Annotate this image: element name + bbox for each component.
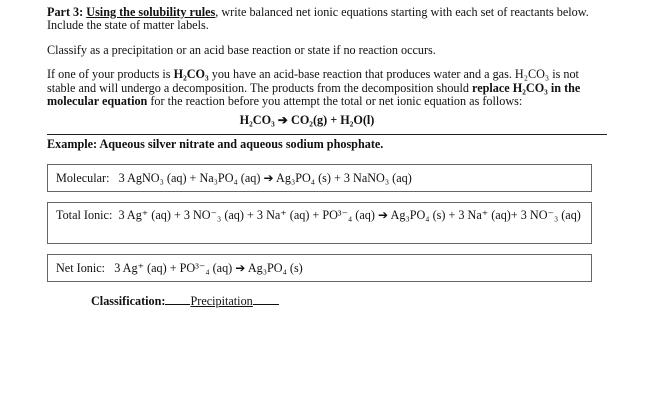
molecular-equation: 3 AgNO₃ (aq) + Na₃PO₄ (aq) ➔ Ag₃PO₄ (s) + 3 NaNO₃ (aq) <box>118 171 412 186</box>
example-heading: Example: Aqueous silver nitrate and aqueous sodium phosphate. <box>47 136 384 151</box>
carbonic-acid-note <box>47 68 607 108</box>
total-ionic-equation: 3 Ag⁺ (aq) + 3 NO⁻₃ (aq) + 3 Na⁺ (aq) + PO³⁻₄ (aq) ➔ Ag₃PO₄ (s) + 3 Na⁺ (aq)+ 3 NO⁻₃ (aq) <box>118 208 581 223</box>
carbonic-text-3: for the reaction before you attempt the total or net ionic equation as follows: <box>147 94 523 109</box>
classification-value: Precipitation <box>190 294 253 309</box>
part3-rest: , write balanced net ionic equations starting with each set of reactants below. Include the state of matter labels. <box>47 5 589 33</box>
carbonic-bold-1: H₂CO₃ <box>173 67 209 82</box>
molecular-label: Molecular: <box>56 171 110 186</box>
classification-blank-right <box>253 294 279 305</box>
net-ionic-label: Net Ionic: <box>56 261 106 276</box>
carbonic-bold-2: replace H₂CO₃ in the molecular equation <box>47 80 581 109</box>
total-ionic-label: Total Ionic: <box>56 208 113 223</box>
worksheet-page <box>47 6 607 309</box>
classification-line <box>91 294 607 308</box>
classification-label: Classification: <box>91 294 166 309</box>
net-ionic-box <box>47 254 592 282</box>
carbonic-text-1: If one of your products is <box>47 67 174 82</box>
decomposition-equation: H₂CO₃ ➔ CO₂(g) + H₂O(l) <box>239 113 375 128</box>
classification-blank-left <box>165 294 190 305</box>
total-ionic-box <box>47 202 592 244</box>
carbonic-text-2: you have an acid-base reaction that produces water and a gas. H₂CO₃ is not stable and will undergo a decomposition. The products from the decomposition should <box>47 67 579 95</box>
section-divider <box>47 134 607 135</box>
solubility-rules-link: Using the solubility rules <box>86 5 216 19</box>
part3-instructions <box>47 6 607 33</box>
net-ionic-equation: 3 Ag⁺ (aq) + PO³⁻₄ (aq) ➔ Ag₃PO₄ (s) <box>114 261 303 276</box>
part3-label: Part 3: <box>47 5 84 19</box>
molecular-box <box>47 164 592 192</box>
classify-instructions: Classify as a precipitation or an acid base reaction or state if no reaction occurs. <box>47 42 436 57</box>
